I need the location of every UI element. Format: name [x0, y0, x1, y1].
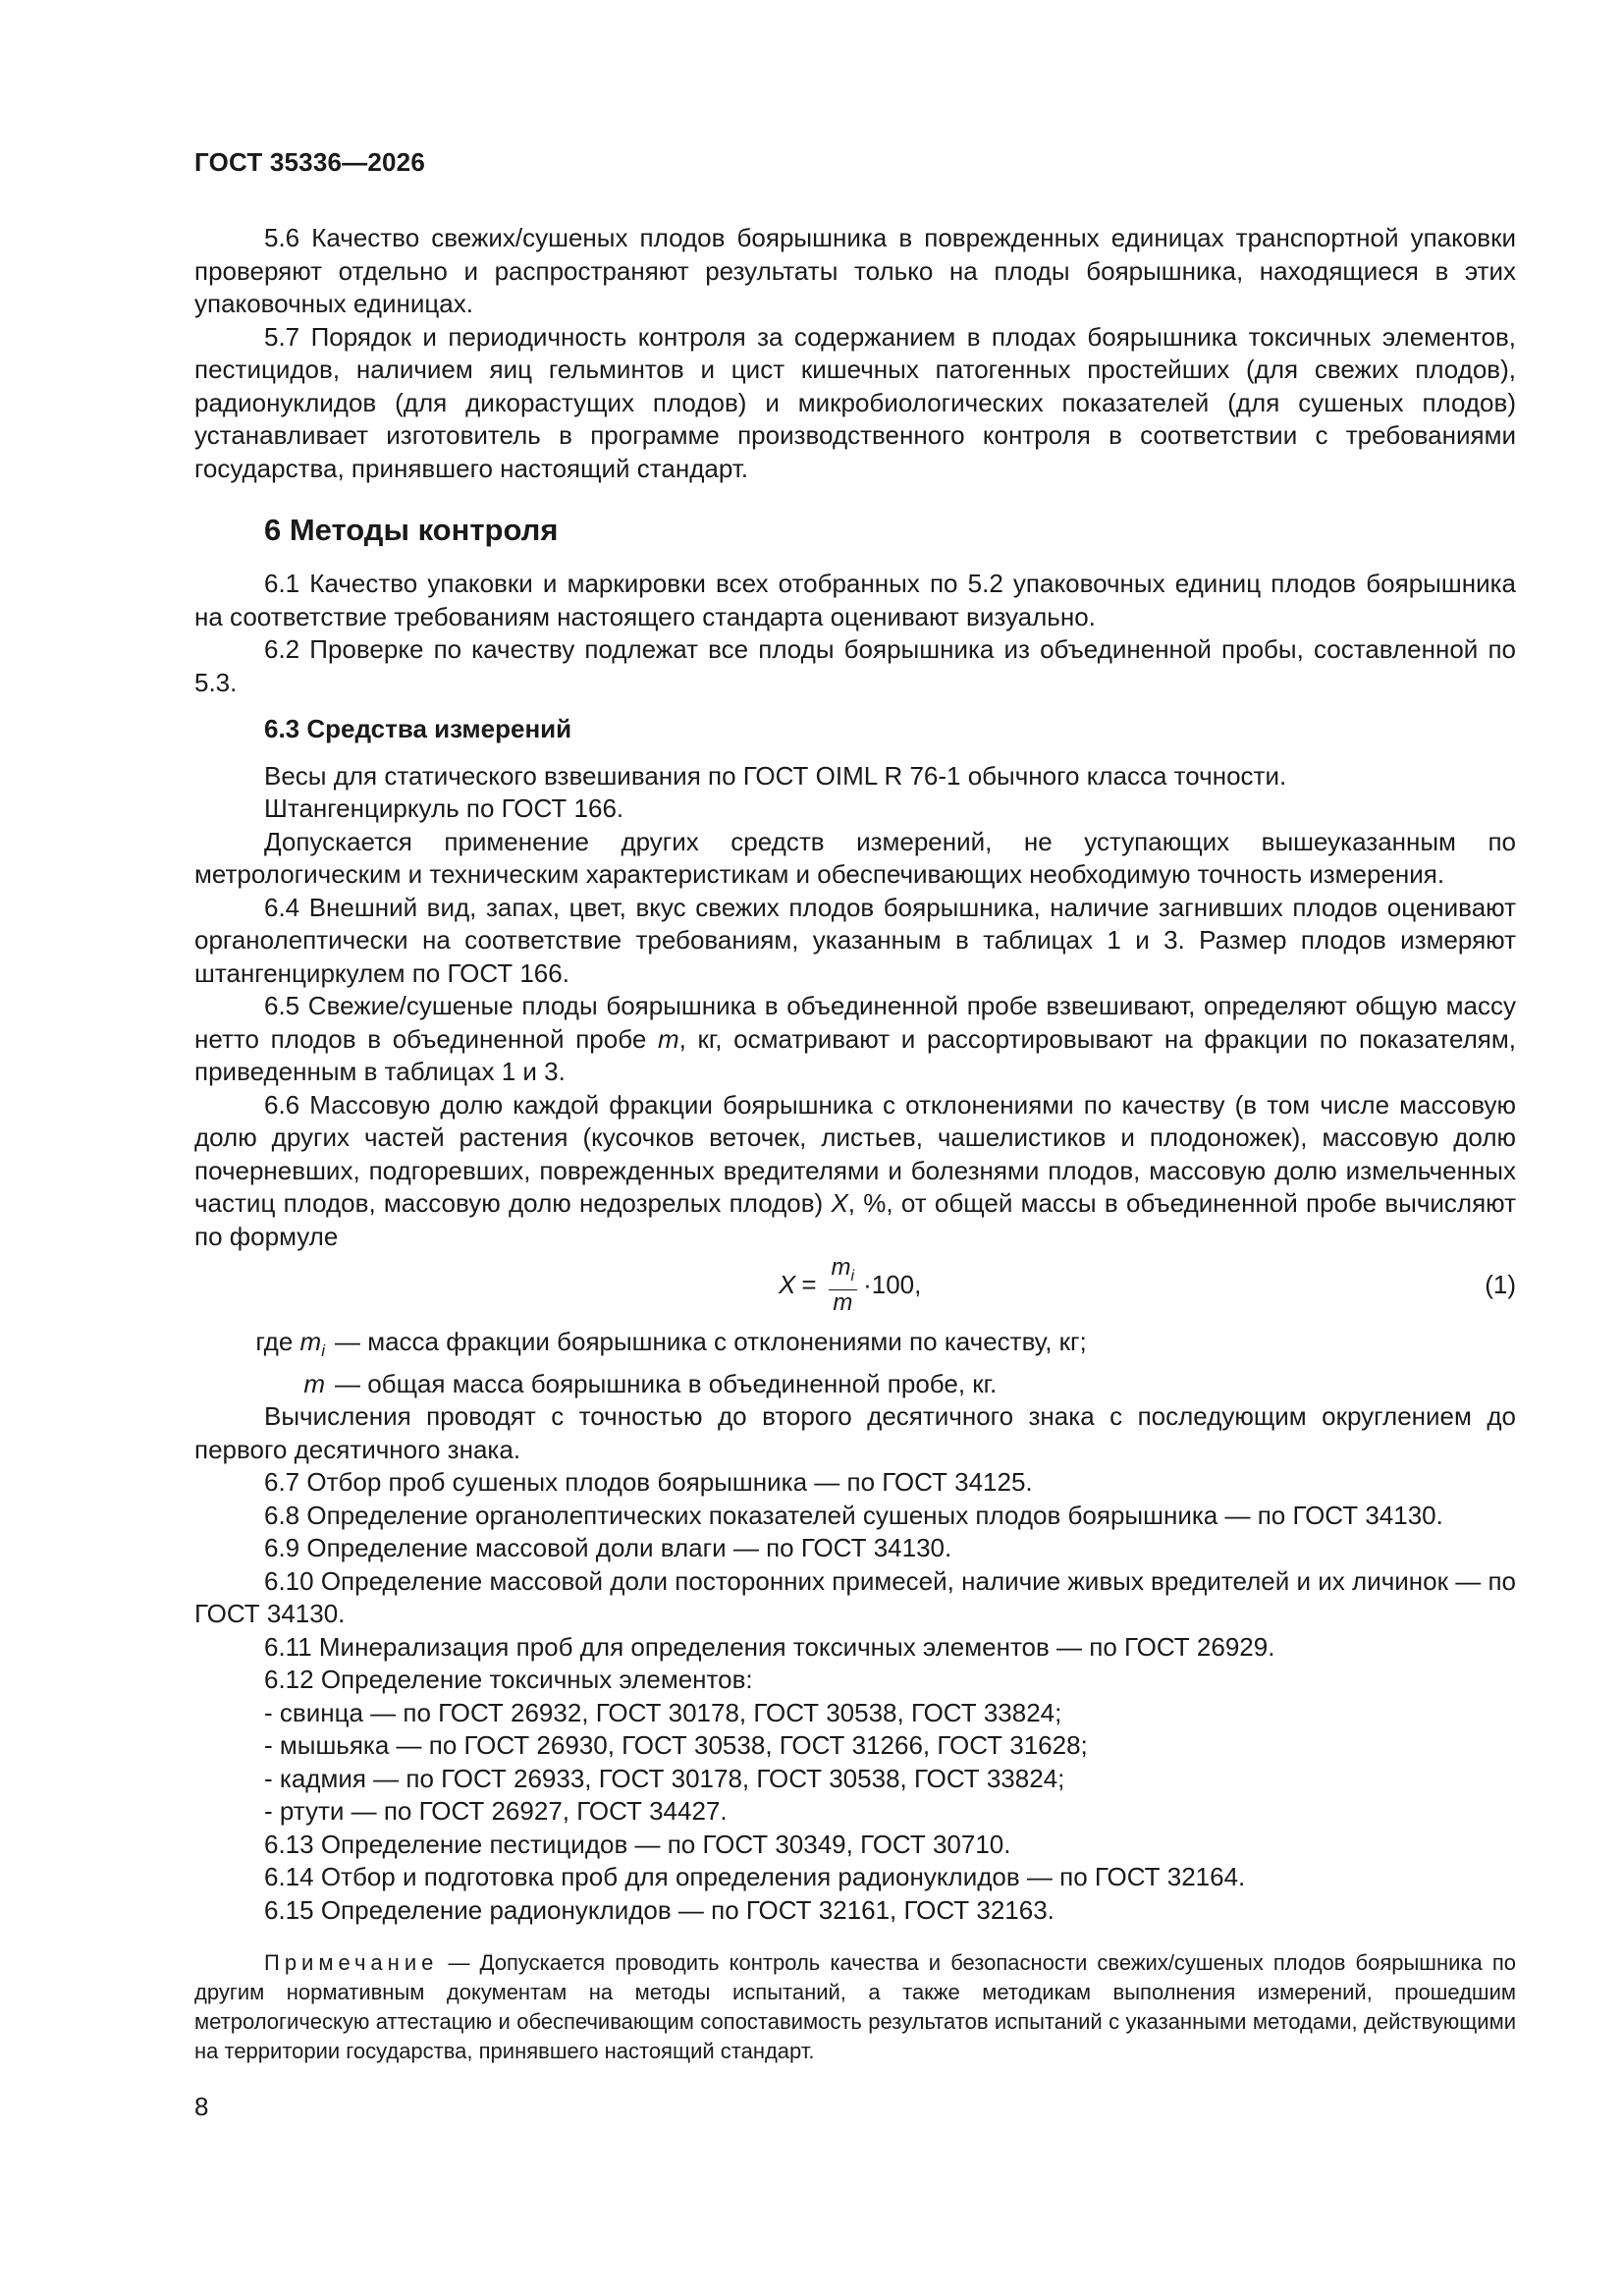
paragraph-6-14: 6.14 Отбор и подготовка проб для определения радионуклидов — по ГОСТ 32164.: [264, 1862, 1246, 1892]
list-item: - ртути — по ГОСТ 26927, ГОСТ 34427.: [264, 1796, 728, 1827]
legend-text: — общая масса боярышника в объединенной пробе, кг.: [335, 1368, 998, 1398]
text-run: 6.5 Свежие/сушеные плоды боярышника в объединенной пробе взвешивают, определяют общую массу нетто плодов в объединенной пробе: [194, 991, 1516, 1054]
paragraph-6-12: 6.12 Определение токсичных элементов:: [264, 1665, 753, 1695]
list-item: - мышьяка — по ГОСТ 26930, ГОСТ 30538, ГОСТ 31266, ГОСТ 31628;: [264, 1730, 1088, 1761]
variable-m: m: [657, 1023, 679, 1054]
paragraph-6-15: 6.15 Определение радионуклидов — по ГОСТ 32161, ГОСТ 32163.: [264, 1894, 1055, 1925]
formula-block: [194, 1255, 1516, 1316]
text-run: 6.6 Массовую долю каждой фракции боярышника с отклонениями по качеству (в том числе массовую долю других частей растения (кусочков веточек, листьев, чашелистиков и плодоножек), массовую долю почерневших, подгоревших, поврежденных вредителями и болезнями плодов, массовую долю измельченных частиц плодов, массовую долю недозрелых плодов): [194, 1089, 1516, 1218]
legend-symbol: [194, 1326, 335, 1368]
paragraph-6-3-caliper: Штангенциркуль по ГОСТ 166.: [264, 793, 624, 823]
paragraph-5-7: 5.7 Порядок и периодичность контроля за содержанием в плодах боярышника токсичных элементов, пестицидов, наличием яиц гельминтов и цист кишечных патогенных простейших (для свежих плодов), радионуклидов (для дикорастущих плодов) и микробиологических показателей (для сушеных плодов) устанавливает изготовитель в программе производственного контроля в соответствии с требованиями государства, принявшего настоящий стандарт.: [194, 321, 1516, 483]
text-run: , кг, осматривают и рассортировывают на фракции по показателям, приведенным в таблицах 1 и 3.: [194, 1023, 1516, 1086]
paragraph-6-10: 6.10 Определение массовой доли посторонних примесей, наличие живых вредителей и их личинок — по ГОСТ 34130.: [194, 1565, 1516, 1629]
paragraph-6-6: [194, 1089, 1516, 1254]
paragraph-6-1: 6.1 Качество упаковки и маркировки всех отобранных по 5.2 упаковочных единиц плодов боярышника на соответствие требованиям настоящего стандарта оценивают визуально.: [194, 569, 1516, 631]
fraction-denominator: m: [833, 1288, 853, 1316]
paragraph-6-5: [194, 990, 1516, 1089]
fraction-numerator: [829, 1255, 858, 1290]
paragraph-calculation: Вычисления проводят с точностью до второго десятичного знака с последующим округлением до первого десятичного знака.: [194, 1401, 1516, 1464]
legend-sub: i: [321, 1341, 325, 1361]
formula: [779, 1255, 921, 1316]
note-text: — Допускается проводить контроль качества и безопасности свежих/сушеных плодов боярышника по другим нормативным документам на методы испытаний, а также методикам выполнения измерений, прошедшим метрологическую аттестацию и обеспечивающим сопоставимость результатов испытаний с указанными методами, действующими на территории государства, принявшего настоящий стандарт.: [194, 1950, 1516, 2064]
paragraph-6-3-alternatives: Допускается применение других средств измерений, не уступающих вышеуказанным по метрологическим и техническим характеристикам и обеспечивающих необходимую точность измерения.: [194, 826, 1516, 889]
legend-where-word: где: [255, 1327, 294, 1356]
paragraph-6-4: 6.4 Внешний вид, запах, цвет, вкус свежих плодов боярышника, наличие загнивших плодов оценивают органолептически на соответствие требованиям, указанным в таблицах 1 и 3. Размер плодов измеряют штангенциркулем по ГОСТ 166.: [194, 892, 1516, 988]
document-header: ГОСТ 35336—2026: [194, 147, 425, 177]
list-item: - кадмия — по ГОСТ 26933, ГОСТ 30178, ГОСТ 30538, ГОСТ 33824;: [264, 1763, 1065, 1793]
numerator-sub: i: [850, 1267, 855, 1285]
legend-row: [194, 1368, 1516, 1401]
legend-row: [194, 1326, 1516, 1368]
list-item: - свинца — по ГОСТ 26932, ГОСТ 30178, ГОСТ 30538, ГОСТ 33824;: [264, 1697, 1062, 1727]
paragraph-6-11: 6.11 Минерализация проб для определения токсичных элементов — по ГОСТ 26929.: [264, 1631, 1275, 1662]
formula-rhs: ·100,: [863, 1270, 922, 1300]
page-number: 8: [194, 2092, 209, 2121]
paragraph-5-6: 5.6 Качество свежих/сушеных плодов боярышника в поврежденных единицах транспортной упаковки проверяют отдельно и распространяют результаты только на плоды боярышника, находящиеся в этих упаковочных единицах.: [194, 223, 1516, 318]
note-paragraph: [194, 1948, 1516, 2066]
legend-var: m: [299, 1327, 322, 1356]
formula-legend: [194, 1326, 1516, 1400]
section-heading: 6 Методы контроля: [264, 513, 559, 547]
paragraph-6-3-scales: Весы для статического взвешивания по ГОСТ OIML R 76-1 обычного класса точности.: [264, 760, 1287, 791]
text-run: , %, от общей массы в объединенной пробе вычисляют по формуле: [194, 1188, 1516, 1251]
paragraph-6-8: 6.8 Определение органолептических показателей сушеных плодов боярышника — по ГОСТ 34130.: [264, 1500, 1443, 1530]
formula-lhs: X: [779, 1270, 796, 1300]
legend-text: — масса фракции боярышника с отклонениями по качеству, кг;: [335, 1327, 1087, 1356]
formula-fraction: [829, 1255, 858, 1316]
variable-x: X: [831, 1188, 848, 1218]
legend-var: m: [303, 1368, 325, 1398]
paragraph-6-13: 6.13 Определение пестицидов — по ГОСТ 30349, ГОСТ 30710.: [264, 1829, 1011, 1859]
document-body: [194, 222, 1516, 2066]
paragraph-6-9: 6.9 Определение массовой доли влаги — по ГОСТ 34130.: [264, 1533, 952, 1563]
toxic-elements-list: [194, 1697, 1516, 1829]
legend-symbol: [194, 1368, 335, 1401]
paragraph-6-2: 6.2 Проверке по качеству подлежат все плоды боярышника из объединенной пробы, составленной по 5.3.: [194, 634, 1516, 697]
paragraph-6-7: 6.7 Отбор проб сушеных плодов боярышника — по ГОСТ 34125.: [264, 1467, 1033, 1498]
formula-equals: =: [801, 1270, 817, 1300]
numerator-var: m: [831, 1254, 851, 1282]
subsection-heading-6-3: 6.3 Средства измерений: [264, 714, 572, 743]
formula-number: (1): [1485, 1270, 1516, 1299]
note-label: Примечание: [264, 1950, 439, 1976]
